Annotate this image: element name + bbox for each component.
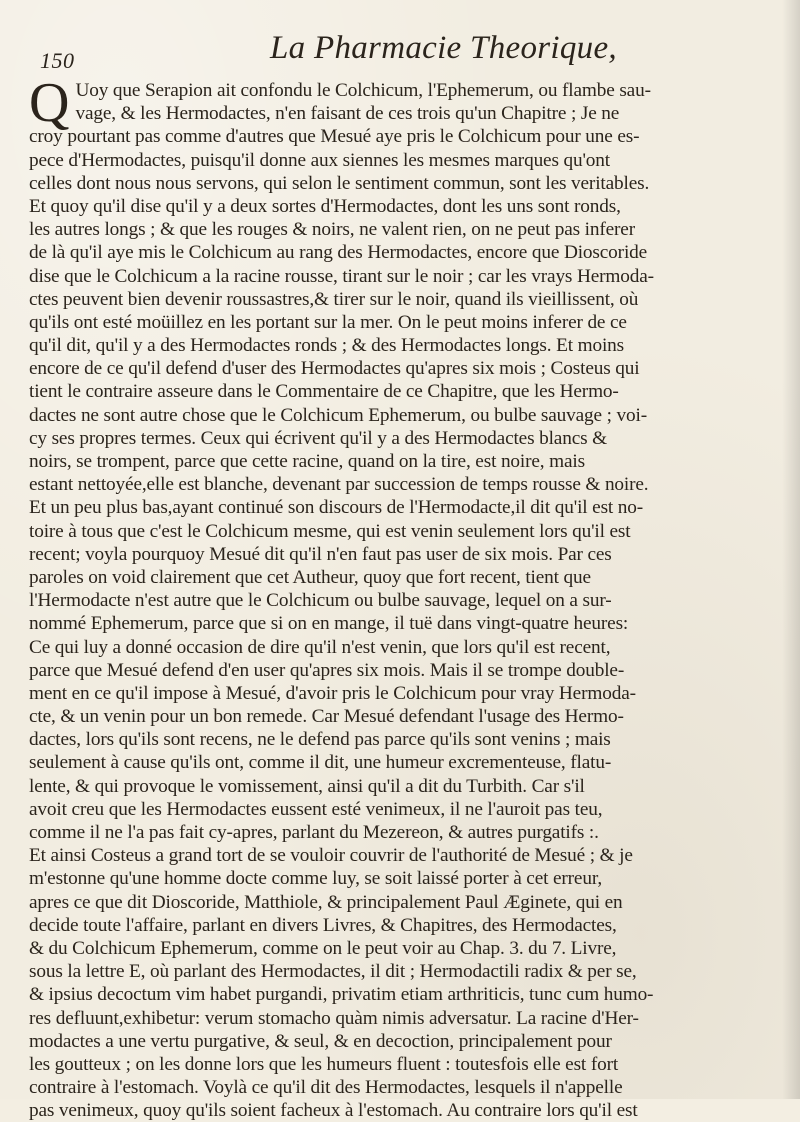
text-line: de là qu'il aye mis le Colchicum au rang des Hermodactes, encore que Dioscoride (29, 242, 648, 264)
text-line: encore de ce qu'il defend d'user des Hermodactes qu'apres six mois ; Costeus qui (29, 358, 640, 380)
text-line: croy pourtant pas comme d'autres que Mesué aye pris le Colchicum pour une es- (29, 126, 640, 148)
page-edge-shadow (782, 0, 800, 1099)
text-line: les autres longs ; & que les rouges & noirs, ne valent rien, on ne peut pas inferer (29, 219, 635, 241)
text-line: comme il ne l'a pas fait cy-apres, parlant du Mezereon, & autres purgatifs :. (29, 822, 599, 843)
text-line: Ce qui luy a donné occasion de dire qu'il n'est venin, que lors qu'il est recent, (29, 636, 611, 658)
text-line: tient le contraire asseure dans le Commentaire de ce Chapitre, que les Hermo- (29, 381, 619, 403)
text-line: dise que le Colchicum a la racine rousse, tirant sur le noir ; car les vrays Hermoda- (29, 265, 654, 287)
text-line: Et ainsi Costeus a grand tort de se vouloir couvrir de l'authorité de Mesué ; & je (29, 845, 633, 867)
text-line: les goutteux ; on les donne lors que les humeurs fluent : toutesfois elle est fort (29, 1053, 619, 1075)
text-line: avoit creu que les Hermodactes eussent esté venimeux, il ne l'auroit pas teu, (29, 798, 603, 820)
text-line: lente, & qui provoque le vomissement, ainsi qu'il a dit du Turbith. Car s'il (29, 775, 585, 797)
page-header (40, 14, 760, 74)
text-line: Et un peu plus bas,ayant continué son discours de l'Hermodacte,il dit qu'il est no- (29, 497, 644, 519)
text-line: l'Hermodacte n'est autre que le Colchicum ou bulbe sauvage, lequel on a sur- (29, 590, 612, 612)
text-line: Et quoy qu'il dise qu'il y a deux sortes d'Hermodactes, dont les uns sont ronds, (29, 195, 621, 217)
text-line: decide toute l'affaire, parlant en divers Livres, & Chapitres, des Hermodactes, (29, 914, 617, 936)
text-line: noirs, se trompent, parce que cette racine, quand on la tire, est noire, mais (29, 451, 585, 472)
text-line: & ipsius decoctum vim habet purgandi, privatim etiam arthriticis, tunc cum humo- (29, 984, 654, 1006)
text-line: paroles on void clairement que cet Autheur, quoy que fort recent, tient que (29, 566, 591, 588)
body-text (29, 72, 771, 1122)
text-line: dactes, lors qu'ils sont recens, ne le defend pas parce qu'ils sont venins ; mais (29, 729, 611, 751)
text-line: contraire à l'estomach. Voylà ce qu'il dit des Hermodactes, lesquels il n'appelle (29, 1077, 623, 1099)
text-line: estant nettoyée,elle est blanche, devenant par succession de temps rousse & noire. (29, 474, 649, 496)
text-line: ment en ce qu'il impose à Mesué, d'avoir pris le Colchicum pour vray Hermoda- (29, 682, 636, 704)
text-line: seulement à cause qu'ils ont, comme il dit, une humeur excrementeuse, flatu- (29, 752, 612, 774)
text-line: recent; voyla pourquoy Mesué dit qu'il n'en faut pas user de six mois. Par ces (29, 543, 612, 565)
text-line: modactes a une vertu purgative, & seul, & en decoction, principalement pour (29, 1030, 612, 1052)
text-line: cy ses propres termes. Ceux qui écrivent qu'il y a des Hermodactes blancs & (29, 427, 607, 449)
text-line: cte, & un venin pour un bon remede. Car Mesué defendant l'usage des Hermo- (29, 706, 624, 728)
text-line: parce que Mesué defend d'en user qu'apres six mois. Mais il se trompe double- (29, 659, 625, 681)
text-line: toire à tous que c'est le Colchicum mesme, qui est venin seulement lors qu'il est (29, 520, 631, 542)
text-line: sous la lettre E, où parlant des Hermodactes, il dit ; Hermodactili radix & per se, (29, 961, 637, 983)
text-line: res defluunt,exhibetur: verum stomacho quàm nimis adversatur. La racine d'Her- (29, 1007, 639, 1029)
text-line: Uoy que Serapion ait confondu le Colchicum, l'Ephemerum, ou flambe sau- (75, 80, 651, 101)
text-line: qu'il dit, qu'il y a des Hermodactes ronds ; & des Hermodactes longs. Et moins (29, 335, 625, 357)
text-line: dactes ne sont autre chose que le Colchicum Ephemerum, ou bulbe sauvage ; voi- (29, 404, 647, 426)
text-line: qu'ils ont esté moüillez en les portant sur la mer. On le peut moins inferer de ce (29, 311, 627, 333)
page-number: 150 (40, 48, 75, 73)
text-line: ctes peuvent bien devenir roussastres,& tirer sur le noir, quand ils vieillissent, où (29, 288, 639, 310)
text-line: apres ce que dit Dioscoride, Matthiole, & principalement Paul Æginete, qui en (29, 891, 623, 913)
text-line: nommé Ephemerum, parce que si on en mange, il tuë dans vingt-quatre heures: (29, 613, 629, 635)
text-line: pece d'Hermodactes, puisqu'il donne aux siennes les mesmes marques qu'ont (29, 149, 610, 171)
text-line: vage, & les Hermodactes, n'en faisant de ces trois qu'un Chapitre ; Je ne (75, 103, 620, 125)
drop-cap: Q (29, 72, 70, 134)
text-line: & du Colchicum Ephemerum, comme on le peut voir au Chap. 3. du 7. Livre, (29, 937, 617, 959)
text-line: celles dont nous nous servons, qui selon le sentiment commun, sont les veritables. (29, 172, 650, 194)
text-line: m'estonne qu'une homme docte comme luy, se soit laissé porter à cet erreur, (29, 868, 602, 890)
text-line: pas venimeux, quoy qu'ils soient facheux à l'estomach. Au contraire lors qu'il est (29, 1100, 638, 1122)
running-title: La Pharmacie Theorique, (270, 30, 617, 66)
